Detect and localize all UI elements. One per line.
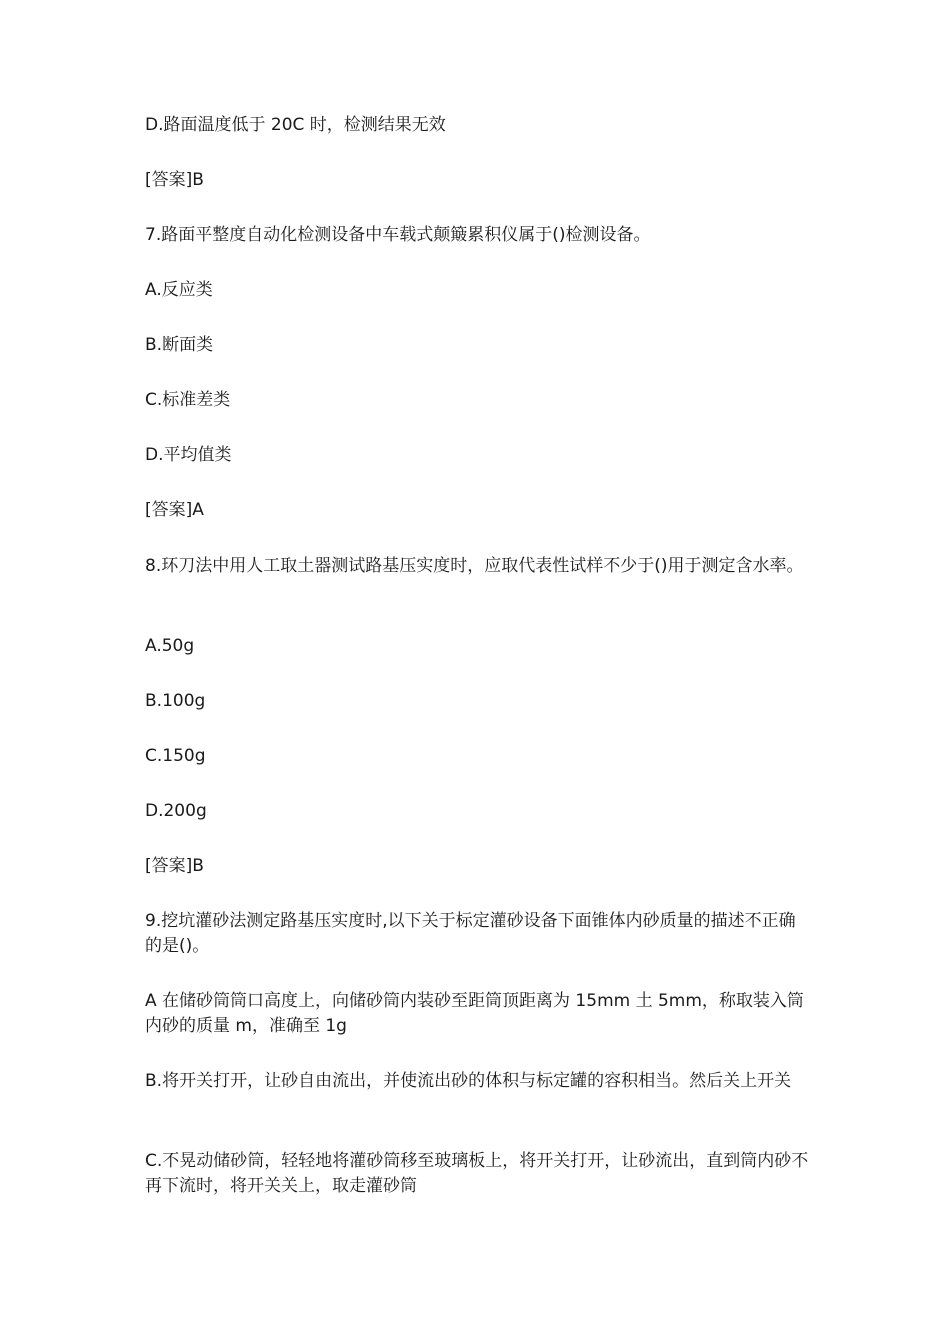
option-c-q8: C.150g — [145, 746, 206, 766]
option-c-q7: C.标准差类 — [145, 390, 231, 410]
option-a-q9: A 在储砂筒筒口高度上，向储砂筒内装砂至距筒顶距离为 15mm 土 5mm，称取装入筒内砂的质量 m，准确至 1g — [145, 991, 804, 1036]
question-7: 7.路面平整度自动化检测设备中车载式颠簸累积仪属于()检测设备。 — [145, 225, 651, 245]
question-8: 8.环刀法中用人工取土器测试路基压实度时，应取代表性试样不少于()用于测定含水率。 — [145, 556, 804, 576]
option-d-q7: D.平均值类 — [145, 445, 232, 465]
option-b-q8: B.100g — [145, 691, 206, 711]
option-d-q6: D.路面温度低于 20C 时，检测结果无效 — [145, 115, 446, 135]
option-a-q8: A.50g — [145, 636, 195, 656]
answer-q8: [答案]B — [145, 856, 204, 876]
option-c-q9: C.不晃动储砂筒，轻轻地将灌砂筒移至玻璃板上，将开关打开，让砂流出，直到筒内砂不再下流时，将开关关上，取走灌砂筒 — [145, 1151, 809, 1196]
option-d-q8: D.200g — [145, 801, 207, 821]
option-b-q9: B.将开关打开，让砂自由流出，并使流出砂的体积与标定罐的容积相当。然后关上开关 — [145, 1071, 792, 1091]
answer-q7: [答案]A — [145, 500, 204, 520]
question-9: 9.挖坑灌砂法测定路基压实度时,以下关于标定灌砂设备下面锥体内砂质量的描述不正确的是()。 — [145, 911, 796, 956]
option-a-q7: A.反应类 — [145, 280, 213, 300]
option-b-q7: B.断面类 — [145, 335, 214, 355]
answer-q6: [答案]B — [145, 170, 204, 190]
